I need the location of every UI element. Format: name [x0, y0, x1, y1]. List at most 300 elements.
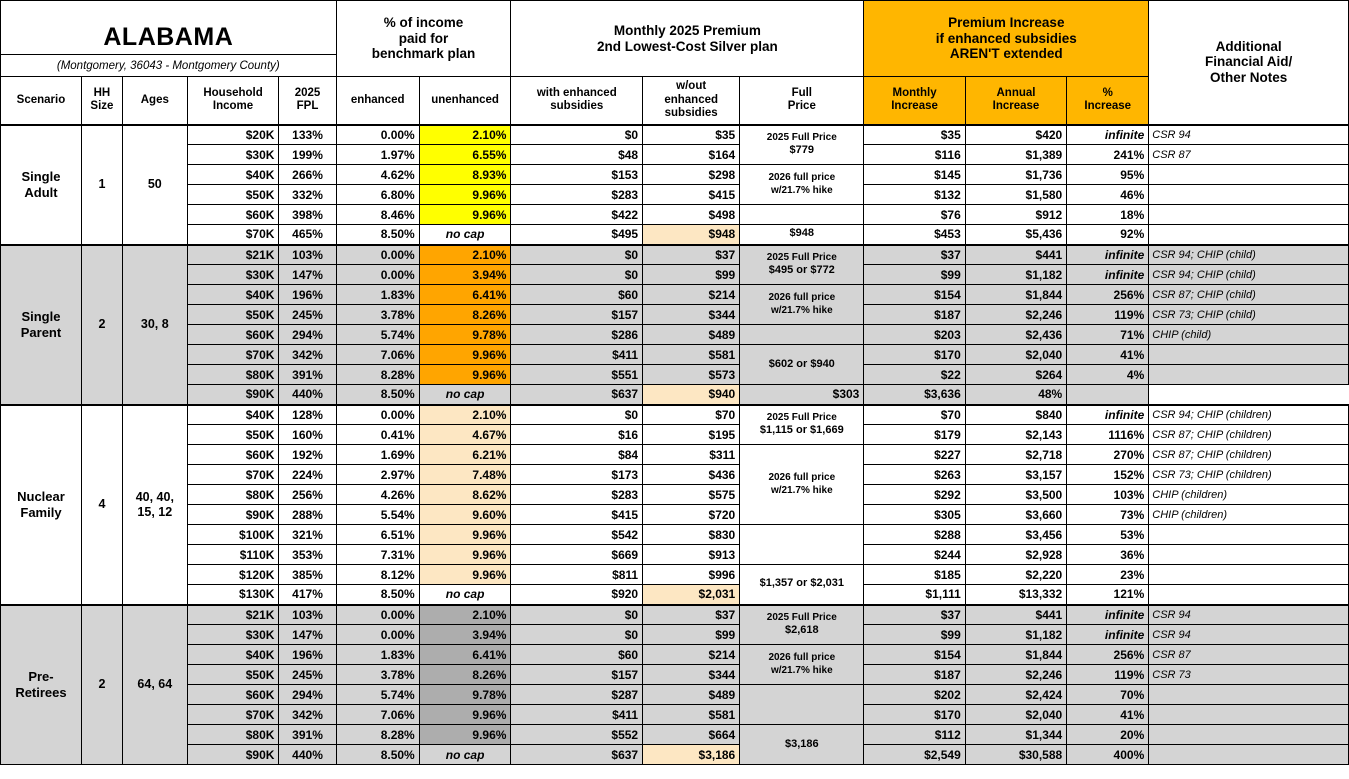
monthly-increase-value: $263 [864, 465, 965, 485]
unenhanced-pct-value: 8.93% [419, 165, 511, 185]
full-price-line: 2026 full price [768, 472, 836, 483]
full-price-cell [740, 345, 864, 385]
full-price-line: $948 [789, 227, 815, 240]
unenhanced-pct-value: 6.41% [419, 645, 511, 665]
pct-increase-value: 95% [1067, 165, 1149, 185]
additional-notes-value: CSR 94; CHIP (child) [1149, 265, 1349, 285]
premium-with-subsidies-value: $16 [511, 425, 643, 445]
household-income-value: $90K [187, 745, 279, 765]
col-hh-size: HH Size [81, 77, 122, 125]
premium-with-subsidies-value: $60 [511, 285, 643, 305]
table-row [1, 705, 1349, 725]
pct-increase-value: 71% [1067, 325, 1149, 345]
enhanced-pct-value: 8.12% [336, 565, 419, 585]
table-row [1, 305, 1349, 325]
premium-without-subsidies-value: $948 [643, 225, 740, 245]
full-price-cell [740, 525, 864, 565]
full-price-line: w/21.7% hike [770, 484, 833, 496]
pct-increase-value: 92% [1067, 225, 1149, 245]
monthly-increase-value: $22 [864, 365, 965, 385]
fpl-value: 465% [279, 225, 336, 245]
unenhanced-pct-value: 8.26% [419, 305, 511, 325]
scenario-label [1, 125, 82, 245]
household-income-value: $80K [187, 485, 279, 505]
household-income-value: $21K [187, 245, 279, 265]
unenhanced-pct-value: 9.96% [419, 365, 511, 385]
premium-without-subsidies-value: $913 [643, 545, 740, 565]
monthly-increase-value: $292 [864, 485, 965, 505]
household-income-value: $80K [187, 365, 279, 385]
household-income-value: $130K [187, 585, 279, 605]
monthly-increase-value: $116 [864, 145, 965, 165]
fpl-value: 353% [279, 545, 336, 565]
household-income-value: $40K [187, 165, 279, 185]
annual-increase-value: $1,389 [965, 145, 1066, 165]
pct-increase-value: 48% [965, 385, 1066, 405]
pct-increase-value: 400% [1067, 745, 1149, 765]
household-income-value: $110K [187, 545, 279, 565]
enhanced-pct-value: 8.50% [336, 385, 419, 405]
annual-increase-value: $1,580 [965, 185, 1066, 205]
full-price-cell [740, 685, 864, 725]
premium-increase-line3: AREN'T extended [949, 46, 1063, 62]
additional-line3: Other Notes [1209, 70, 1288, 85]
premium-with-subsidies-value: $411 [511, 345, 643, 365]
enhanced-pct-value: 0.00% [336, 125, 419, 145]
additional-notes-value: CSR 87; CHIP (children) [1149, 445, 1349, 465]
premium-without-subsidies-value: $581 [643, 705, 740, 725]
table-row [1, 685, 1349, 705]
monthly-increase-value: $202 [864, 685, 965, 705]
table-row [1, 465, 1349, 485]
premium-without-subsidies-value: $195 [643, 425, 740, 445]
premium-without-subsidies-value: $214 [643, 645, 740, 665]
table-row [1, 585, 1349, 605]
annual-increase-value: $1,182 [965, 625, 1066, 645]
table-row [1, 225, 1349, 245]
household-income-value: $40K [187, 405, 279, 425]
full-price-line: $1,115 or $1,669 [759, 424, 844, 437]
premium-with-subsidies-value: $0 [511, 245, 643, 265]
unenhanced-pct-value: 9.96% [419, 525, 511, 545]
household-income-value: $30K [187, 145, 279, 165]
premium-without-subsidies-value: $489 [643, 685, 740, 705]
fpl-value: 332% [279, 185, 336, 205]
annual-increase-value: $420 [965, 125, 1066, 145]
ages-value: 50 [122, 125, 187, 245]
pct-increase-value: infinite [1067, 245, 1149, 265]
pct-increase-value: 119% [1067, 305, 1149, 325]
premium-with-subsidies-value: $637 [511, 385, 643, 405]
premium-without-subsidies-value: $573 [643, 365, 740, 385]
monthly-increase-value: $37 [864, 605, 965, 625]
fpl-value: 385% [279, 565, 336, 585]
unenhanced-pct-value: 8.62% [419, 485, 511, 505]
col-annual-increase: Annual Increase [965, 77, 1066, 125]
additional-notes-value: CSR 87 [1149, 145, 1349, 165]
unenhanced-pct-value: no cap [419, 225, 511, 245]
full-price-cell [740, 725, 864, 765]
annual-increase-value: $2,928 [965, 545, 1066, 565]
additional-notes-value [1149, 705, 1349, 725]
table-row [1, 145, 1349, 165]
fpl-value: 147% [279, 625, 336, 645]
household-income-value: $60K [187, 445, 279, 465]
monthly-increase-value: $227 [864, 445, 965, 465]
enhanced-pct-value: 1.69% [336, 445, 419, 465]
additional-notes-value [1149, 525, 1349, 545]
household-income-value: $60K [187, 685, 279, 705]
monthly-increase-value: $244 [864, 545, 965, 565]
table-row [1, 745, 1349, 765]
pct-income-line2: paid for [398, 30, 449, 46]
monthly-increase-value: $303 [740, 385, 864, 405]
annual-increase-value: $2,436 [965, 325, 1066, 345]
scenario-label [1, 245, 82, 405]
household-income-value: $90K [187, 505, 279, 525]
annual-increase-value: $1,736 [965, 165, 1066, 185]
unenhanced-pct-value: no cap [419, 585, 511, 605]
annual-increase-value: $1,344 [965, 725, 1066, 745]
ages-value: 64, 64 [122, 605, 187, 765]
table-row [1, 545, 1349, 565]
scenario-line1: Nuclear [17, 488, 65, 504]
unenhanced-pct-value: 9.96% [419, 185, 511, 205]
pct-increase-value: 41% [1067, 705, 1149, 725]
table-row [1, 365, 1349, 385]
pct-increase-value: 70% [1067, 685, 1149, 705]
household-income-value: $70K [187, 705, 279, 725]
pct-increase-value: 20% [1067, 725, 1149, 745]
monthly-premium-line2: 2nd Lowest-Cost Silver plan [597, 38, 778, 54]
premium-without-subsidies-value: $70 [643, 405, 740, 425]
full-price-cell [740, 405, 864, 445]
annual-increase-value: $3,500 [965, 485, 1066, 505]
unenhanced-pct-value: 3.94% [419, 625, 511, 645]
fpl-value: 321% [279, 525, 336, 545]
premium-with-subsidies-value: $153 [511, 165, 643, 185]
premium-without-subsidies-value: $99 [643, 265, 740, 285]
household-income-value: $60K [187, 205, 279, 225]
premium-without-subsidies-value: $415 [643, 185, 740, 205]
premium-without-subsidies-value: $214 [643, 285, 740, 305]
table-row [1, 425, 1349, 445]
annual-increase-value: $840 [965, 405, 1066, 425]
enhanced-pct-value: 8.50% [336, 225, 419, 245]
additional-notes-value: CSR 73; CHIP (children) [1149, 465, 1349, 485]
premium-without-subsidies-value: $164 [643, 145, 740, 165]
annual-increase-value: $264 [965, 365, 1066, 385]
additional-notes-value [1149, 225, 1349, 245]
full-price-line: 2026 full price [768, 292, 836, 303]
annual-increase-value: $30,588 [965, 745, 1066, 765]
unenhanced-pct-value: 8.26% [419, 665, 511, 685]
premium-with-subsidies-value: $0 [511, 625, 643, 645]
full-price-cell [740, 205, 864, 225]
pct-increase-value: 18% [1067, 205, 1149, 225]
additional-notes-value [1149, 585, 1349, 605]
additional-notes-value: CSR 94 [1149, 625, 1349, 645]
hh-size-value: 2 [81, 245, 122, 405]
premium-without-subsidies-value: $311 [643, 445, 740, 465]
additional-notes-value [1149, 685, 1349, 705]
full-price-line: $1,357 or $2,031 [759, 577, 844, 590]
pct-income-line3: benchmark plan [371, 46, 476, 62]
monthly-increase-value: $203 [864, 325, 965, 345]
monthly-increase-value: $179 [864, 425, 965, 445]
unenhanced-pct-value: 9.78% [419, 685, 511, 705]
header-pct-income [336, 1, 511, 77]
fpl-value: 224% [279, 465, 336, 485]
col-fpl: 2025 FPL [279, 77, 336, 125]
additional-notes-value [1067, 385, 1149, 405]
scenario-line1: Single [21, 168, 61, 184]
fpl-value: 196% [279, 645, 336, 665]
table-row [1, 725, 1349, 745]
col-pct-increase: % Increase [1067, 77, 1149, 125]
pct-increase-value: infinite [1067, 605, 1149, 625]
pct-increase-value: 152% [1067, 465, 1149, 485]
table-row [1, 445, 1349, 465]
col-ages: Ages [122, 77, 187, 125]
unenhanced-pct-value: 2.10% [419, 405, 511, 425]
enhanced-pct-value: 5.74% [336, 325, 419, 345]
scenario-line2: Adult [24, 184, 58, 200]
household-income-value: $100K [187, 525, 279, 545]
fpl-value: 256% [279, 485, 336, 505]
monthly-increase-value: $112 [864, 725, 965, 745]
enhanced-pct-value: 4.62% [336, 165, 419, 185]
full-price-line: $602 or $940 [768, 357, 835, 370]
pct-increase-value: 119% [1067, 665, 1149, 685]
enhanced-pct-value: 1.83% [336, 285, 419, 305]
enhanced-pct-value: 7.06% [336, 705, 419, 725]
additional-notes-value: CSR 94; CHIP (children) [1149, 405, 1349, 425]
pct-increase-value: 46% [1067, 185, 1149, 205]
premium-without-subsidies-value: $996 [643, 565, 740, 585]
premium-with-subsidies-value: $283 [511, 485, 643, 505]
premium-with-subsidies-value: $48 [511, 145, 643, 165]
household-income-value: $30K [187, 625, 279, 645]
enhanced-pct-value: 7.06% [336, 345, 419, 365]
full-price-line: w/21.7% hike [770, 304, 833, 316]
household-income-value: $21K [187, 605, 279, 625]
full-price-cell [740, 565, 864, 605]
household-income-value: $70K [187, 345, 279, 365]
monthly-increase-value: $2,549 [864, 745, 965, 765]
premium-without-subsidies-value: $664 [643, 725, 740, 745]
table-row [1, 505, 1349, 525]
enhanced-pct-value: 4.26% [336, 485, 419, 505]
fpl-value: 398% [279, 205, 336, 225]
pct-increase-value: 53% [1067, 525, 1149, 545]
col-with-enhanced-subsidies: with enhanced subsidies [511, 77, 643, 125]
col-unenhanced: unenhanced [419, 77, 511, 125]
enhanced-pct-value: 5.54% [336, 505, 419, 525]
fpl-value: 391% [279, 725, 336, 745]
scenario-label [1, 605, 82, 765]
annual-increase-value: $13,332 [965, 585, 1066, 605]
state-title: ALABAMA [1, 1, 337, 55]
annual-increase-value: $2,424 [965, 685, 1066, 705]
premium-with-subsidies-value: $60 [511, 645, 643, 665]
monthly-increase-value: $76 [864, 205, 965, 225]
premium-with-subsidies-value: $173 [511, 465, 643, 485]
unenhanced-pct-value: 6.41% [419, 285, 511, 305]
full-price-cell [740, 125, 864, 165]
premium-increase-line1: Premium Increase [948, 15, 1065, 31]
household-income-value: $30K [187, 265, 279, 285]
enhanced-pct-value: 3.78% [336, 305, 419, 325]
premium-without-subsidies-value: $436 [643, 465, 740, 485]
full-price-line: w/21.7% hike [770, 664, 833, 676]
premium-with-subsidies-value: $422 [511, 205, 643, 225]
full-price-cell [740, 245, 864, 285]
annual-increase-value: $2,246 [965, 665, 1066, 685]
premium-without-subsidies-value: $35 [643, 125, 740, 145]
monthly-increase-value: $99 [864, 265, 965, 285]
ages-value: 30, 8 [122, 245, 187, 405]
full-price-cell [740, 325, 864, 345]
unenhanced-pct-value: 9.96% [419, 725, 511, 745]
pct-increase-value: 23% [1067, 565, 1149, 585]
annual-increase-value: $912 [965, 205, 1066, 225]
table-row [1, 165, 1349, 185]
household-income-value: $40K [187, 645, 279, 665]
additional-notes-value: CSR 87; CHIP (child) [1149, 285, 1349, 305]
full-price-line: $3,186 [784, 737, 819, 750]
household-income-value: $20K [187, 125, 279, 145]
annual-increase-value: $1,844 [965, 645, 1066, 665]
hh-size-value: 1 [81, 125, 122, 245]
pct-increase-value: 256% [1067, 645, 1149, 665]
premium-without-subsidies-value: $37 [643, 245, 740, 265]
fpl-value: 147% [279, 265, 336, 285]
col-without-enhanced-subsidies: w/out enhanced subsidies [643, 77, 740, 125]
annual-increase-value: $1,182 [965, 265, 1066, 285]
full-price-cell [740, 285, 864, 325]
fpl-value: 294% [279, 685, 336, 705]
enhanced-pct-value: 0.00% [336, 265, 419, 285]
unenhanced-pct-value: 9.96% [419, 345, 511, 365]
household-income-value: $40K [187, 285, 279, 305]
premium-with-subsidies-value: $669 [511, 545, 643, 565]
premium-with-subsidies-value: $0 [511, 265, 643, 285]
table-row [1, 205, 1349, 225]
table-row [1, 185, 1349, 205]
household-income-value: $60K [187, 325, 279, 345]
unenhanced-pct-value: 9.96% [419, 205, 511, 225]
ages-line2: 15, 12 [137, 504, 173, 519]
full-price-line: 2025 Full Price [766, 251, 837, 263]
annual-increase-value: $1,844 [965, 285, 1066, 305]
household-income-value: $80K [187, 725, 279, 745]
fpl-value: 342% [279, 705, 336, 725]
premium-with-subsidies-value: $0 [511, 405, 643, 425]
annual-increase-value: $2,246 [965, 305, 1066, 325]
household-income-value: $50K [187, 185, 279, 205]
enhanced-pct-value: 8.28% [336, 725, 419, 745]
header-additional-notes [1149, 1, 1349, 125]
annual-increase-value: $2,040 [965, 705, 1066, 725]
monthly-increase-value: $288 [864, 525, 965, 545]
premium-with-subsidies-value: $552 [511, 725, 643, 745]
annual-increase-value: $3,157 [965, 465, 1066, 485]
additional-line1: Additional [1215, 38, 1282, 54]
monthly-increase-value: $170 [864, 705, 965, 725]
scenario-line1: Single [21, 308, 61, 324]
col-scenario: Scenario [1, 77, 82, 125]
premium-without-subsidies-value: $37 [643, 605, 740, 625]
additional-notes-value [1149, 365, 1349, 385]
full-price-cell [740, 645, 864, 685]
enhanced-pct-value: 0.00% [336, 405, 419, 425]
additional-notes-value: CSR 94; CHIP (child) [1149, 245, 1349, 265]
full-price-cell [740, 605, 864, 645]
premium-without-subsidies-value: $344 [643, 665, 740, 685]
header-monthly-premium [511, 1, 864, 77]
pct-income-line1: % of income [383, 15, 464, 31]
monthly-increase-value: $35 [864, 125, 965, 145]
table-row [1, 625, 1349, 645]
table-row [1, 605, 1349, 625]
additional-notes-value [1149, 165, 1349, 185]
fpl-value: 342% [279, 345, 336, 365]
premium-with-subsidies-value: $157 [511, 665, 643, 685]
fpl-value: 160% [279, 425, 336, 445]
pct-increase-value: infinite [1067, 625, 1149, 645]
annual-increase-value: $2,143 [965, 425, 1066, 445]
fpl-value: 417% [279, 585, 336, 605]
annual-increase-value: $2,220 [965, 565, 1066, 585]
col-household-income: Household Income [187, 77, 279, 125]
col-monthly-increase: Monthly Increase [864, 77, 965, 125]
monthly-increase-value: $187 [864, 665, 965, 685]
fpl-value: 245% [279, 665, 336, 685]
annual-increase-value: $2,718 [965, 445, 1066, 465]
monthly-increase-value: $132 [864, 185, 965, 205]
premium-with-subsidies-value: $0 [511, 125, 643, 145]
fpl-value: 391% [279, 365, 336, 385]
monthly-increase-value: $145 [864, 165, 965, 185]
monthly-increase-value: $187 [864, 305, 965, 325]
pct-increase-value: infinite [1067, 125, 1149, 145]
pct-increase-value: 41% [1067, 345, 1149, 365]
pct-increase-value: 121% [1067, 585, 1149, 605]
household-income-value: $120K [187, 565, 279, 585]
pct-increase-value: 36% [1067, 545, 1149, 565]
enhanced-pct-value: 1.97% [336, 145, 419, 165]
additional-line2: Financial Aid/ [1204, 54, 1293, 70]
enhanced-pct-value: 8.50% [336, 745, 419, 765]
monthly-increase-value: $154 [864, 285, 965, 305]
premium-with-subsidies-value: $84 [511, 445, 643, 465]
unenhanced-pct-value: 6.21% [419, 445, 511, 465]
pct-increase-value: infinite [1067, 265, 1149, 285]
pct-increase-value: infinite [1067, 405, 1149, 425]
annual-increase-value: $441 [965, 245, 1066, 265]
premium-with-subsidies-value: $283 [511, 185, 643, 205]
annual-increase-value: $5,436 [965, 225, 1066, 245]
premium-without-subsidies-value: $575 [643, 485, 740, 505]
scenario-label [1, 405, 82, 605]
premium-without-subsidies-value: $940 [643, 385, 740, 405]
monthly-increase-value: $37 [864, 245, 965, 265]
pct-increase-value: 241% [1067, 145, 1149, 165]
additional-notes-value [1149, 205, 1349, 225]
table-row [1, 345, 1349, 365]
additional-notes-value [1149, 745, 1349, 765]
